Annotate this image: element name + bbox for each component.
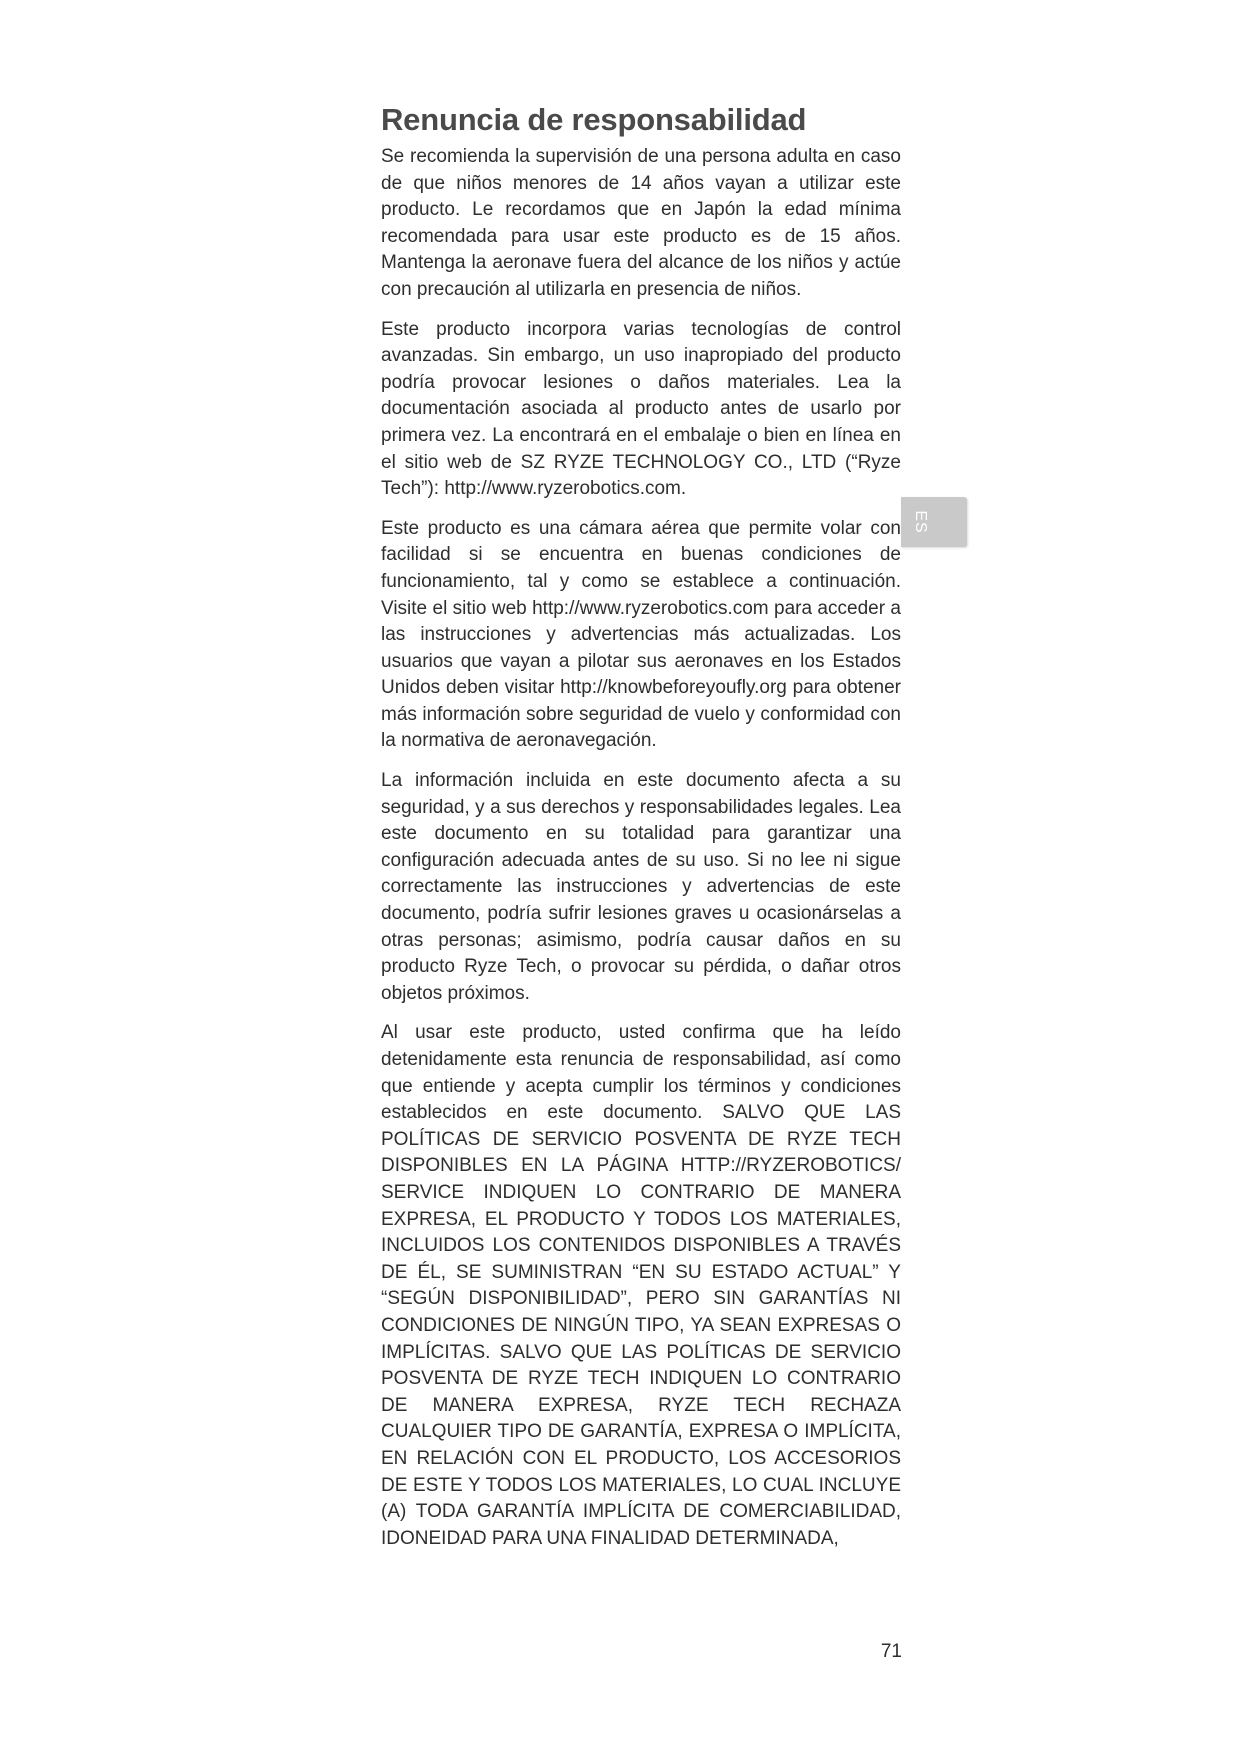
paragraph-legal-information: La información incluida en este documento afecta a su seguridad, y a sus derechos y responsabilidades legales. Lea este documento en su totalidad para garantizar una configuración adecuada antes de su uso. Si no lee ni sigue correctamente las instrucciones y advertencias de este documento, podría sufrir lesiones graves u ocasionárselas a otras personas; asimismo, podría causar daños en su producto Ryze Tech, o provocar su pérdida, o dañar otros objetos próximos. — [381, 770, 901, 1004]
paragraph-warranty-disclaimer: Al usar este producto, usted confirma que ha leído detenidamente esta renuncia de responsabilidad, así como que entiende y acepta cumplir los términos y condiciones establecidos en este documento. SALVO QUE LAS POLÍTICAS DE SERVICIO POSVENTA DE RYZE TECH DISPONIBLES EN LA PÁGINA HTTP://RYZEROBOTICS/ SERVICE INDIQUEN LO CONTRARIO DE MANERA EXPRESA, EL PRODUCTO Y TODOS LOS MATERIALES, INCLUIDOS LOS CONTENIDOS DISPONIBLES A TRAVÉS DE ÉL, SE SUMINISTRAN “EN SU ESTADO ACTUAL” Y “SEGÚN DISPONIBILIDAD”, PERO SIN GARANTÍAS NI CONDICIONES DE NINGÚN TIPO, YA SEAN EXPRESAS O IMPLÍCITAS. SALVO QUE LAS POLÍTICAS DE SERVICIO POSVENTA DE RYZE TECH INDIQUEN LO CONTRARIO DE MANERA EXPRESA, RYZE TECH RECHAZA CUALQUIER TIPO DE GARANTÍA, EXPRESA O IMPLÍCITA, EN RELACIÓN CON EL PRODUCTO, LOS ACCESORIOS DE ESTE Y TODOS LOS MATERIALES, LO CUAL INCLUYE (A) TODA GARANTÍA IMPLÍCITA DE COMERCIABILIDAD, IDONEIDAD PARA UNA FINALIDAD DETERMINADA, — [381, 1022, 901, 1549]
language-tab — [901, 497, 967, 547]
page-content — [381, 100, 901, 1552]
paragraph-supervision: Se recomienda la supervisión de una persona adulta en caso de que niños menores de 14 años vayan a utilizar este producto. Le recordamos que en Japón la edad mínima recomendada para usar este producto es de 15 años. Mantenga la aeronave fuera del alcance de los niños y actúe con precaución al utilizarla en presencia de niños. — [381, 146, 901, 300]
page-title: Renuncia de responsabilidad — [381, 102, 807, 137]
page-number: 71 — [880, 1641, 902, 1662]
paragraph-technologies: Este producto incorpora varias tecnologías de control avanzadas. Sin embargo, un uso inapropiado del producto podría provocar lesiones o daños materiales. Lea la documentación asociada al producto antes de usarlo por primera vez. La encontrará en el embalaje o bien en línea en el sitio web de SZ RYZE TECHNOLOGY CO., LTD (“Ryze Tech”): http://www.ryzerobotics.com. — [381, 318, 901, 500]
language-tab-label: ES — [912, 510, 929, 534]
paragraph-aerial-camera: Este producto es una cámara aérea que permite volar con facilidad si se encuentra en buenas condiciones de funcionamiento, tal y como se establece a continuación. Visite el sitio web http://www.ryzerobotics.com para acceder a las instrucciones y advertencias más actualizadas. Los usuarios que vayan a pilotar sus aeronaves en los Estados Unidos deben visitar http://knowbeforeyoufly.org para obtener más información sobre seguridad de vuelo y conformidad con la normativa de aeronavegación. — [381, 517, 901, 752]
